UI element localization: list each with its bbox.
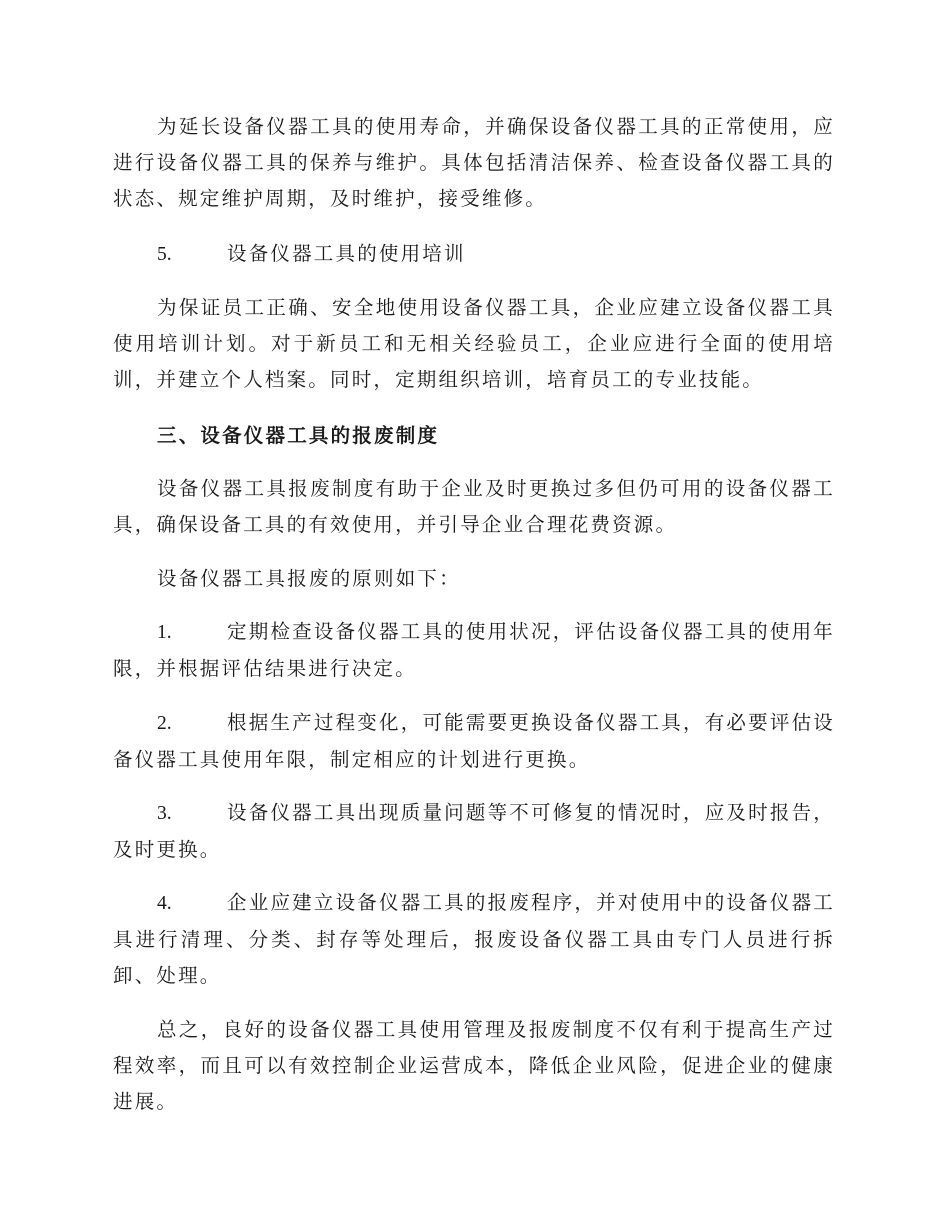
paragraph-scrap-intro: 设备仪器工具报废制度有助于企业及时更换过多但仍可用的设备仪器工具，确保设备工具的有效使用，并引导企业合理花费资源。 bbox=[113, 477, 835, 536]
list-item bbox=[113, 705, 835, 778]
list-text: 企业应建立设备仪器工具的报废程序，并对使用中的设备仪器工具进行清理、分类、封存等处理后，报废设备仪器工具由专门人员进行拆卸、处理。 bbox=[113, 891, 835, 987]
list-text: 设备仪器工具出现质量问题等不可修复的情况时，应及时报告，及时更换。 bbox=[113, 801, 835, 861]
list-text: 设备仪器工具的使用培训 bbox=[227, 242, 466, 265]
list-item bbox=[113, 795, 835, 868]
list-item bbox=[113, 885, 835, 994]
list-text: 定期检查设备仪器工具的使用状况，评估设备仪器工具的使用年限，并根据评估结果进行决定。 bbox=[113, 620, 835, 680]
list-number: 2. bbox=[157, 713, 172, 734]
paragraph-training: 为保证员工正确、安全地使用设备仪器工具，企业应建立设备仪器工具使用培训计划。对于新员工和无相关经验员工，企业应进行全面的使用培训，并建立个人档案。同时，定期组织培训，培育员工的专业技能。 bbox=[113, 296, 835, 391]
paragraph-maintenance: 为延长设备仪器工具的使用寿命，并确保设备仪器工具的正常使用，应进行设备仪器工具的保养与维护。具体包括清洁保养、检查设备仪器工具的状态、规定维护周期，及时维护，接受维修。 bbox=[113, 115, 835, 210]
list-item-training-title bbox=[113, 236, 835, 273]
paragraph-conclusion: 总之，良好的设备仪器工具使用管理及报废制度不仅有利于提高生产过程效率，而且可以有效控制企业运营成本，降低企业风险，促进企业的健康进展。 bbox=[113, 1018, 835, 1113]
paragraph-scrap-principles: 设备仪器工具报废的原则如下： bbox=[157, 567, 461, 590]
list-text: 根据生产过程变化，可能需要更换设备仪器工具，有必要评估设备仪器工具使用年限，制定相应的计划进行更换。 bbox=[113, 711, 835, 771]
list-number: 1. bbox=[157, 622, 172, 643]
list-number: 5. bbox=[157, 244, 172, 265]
section-heading: 三、设备仪器工具的报废制度 bbox=[157, 424, 440, 447]
list-number: 4. bbox=[157, 893, 172, 914]
list-item bbox=[113, 614, 835, 687]
list-number: 3. bbox=[157, 803, 172, 824]
